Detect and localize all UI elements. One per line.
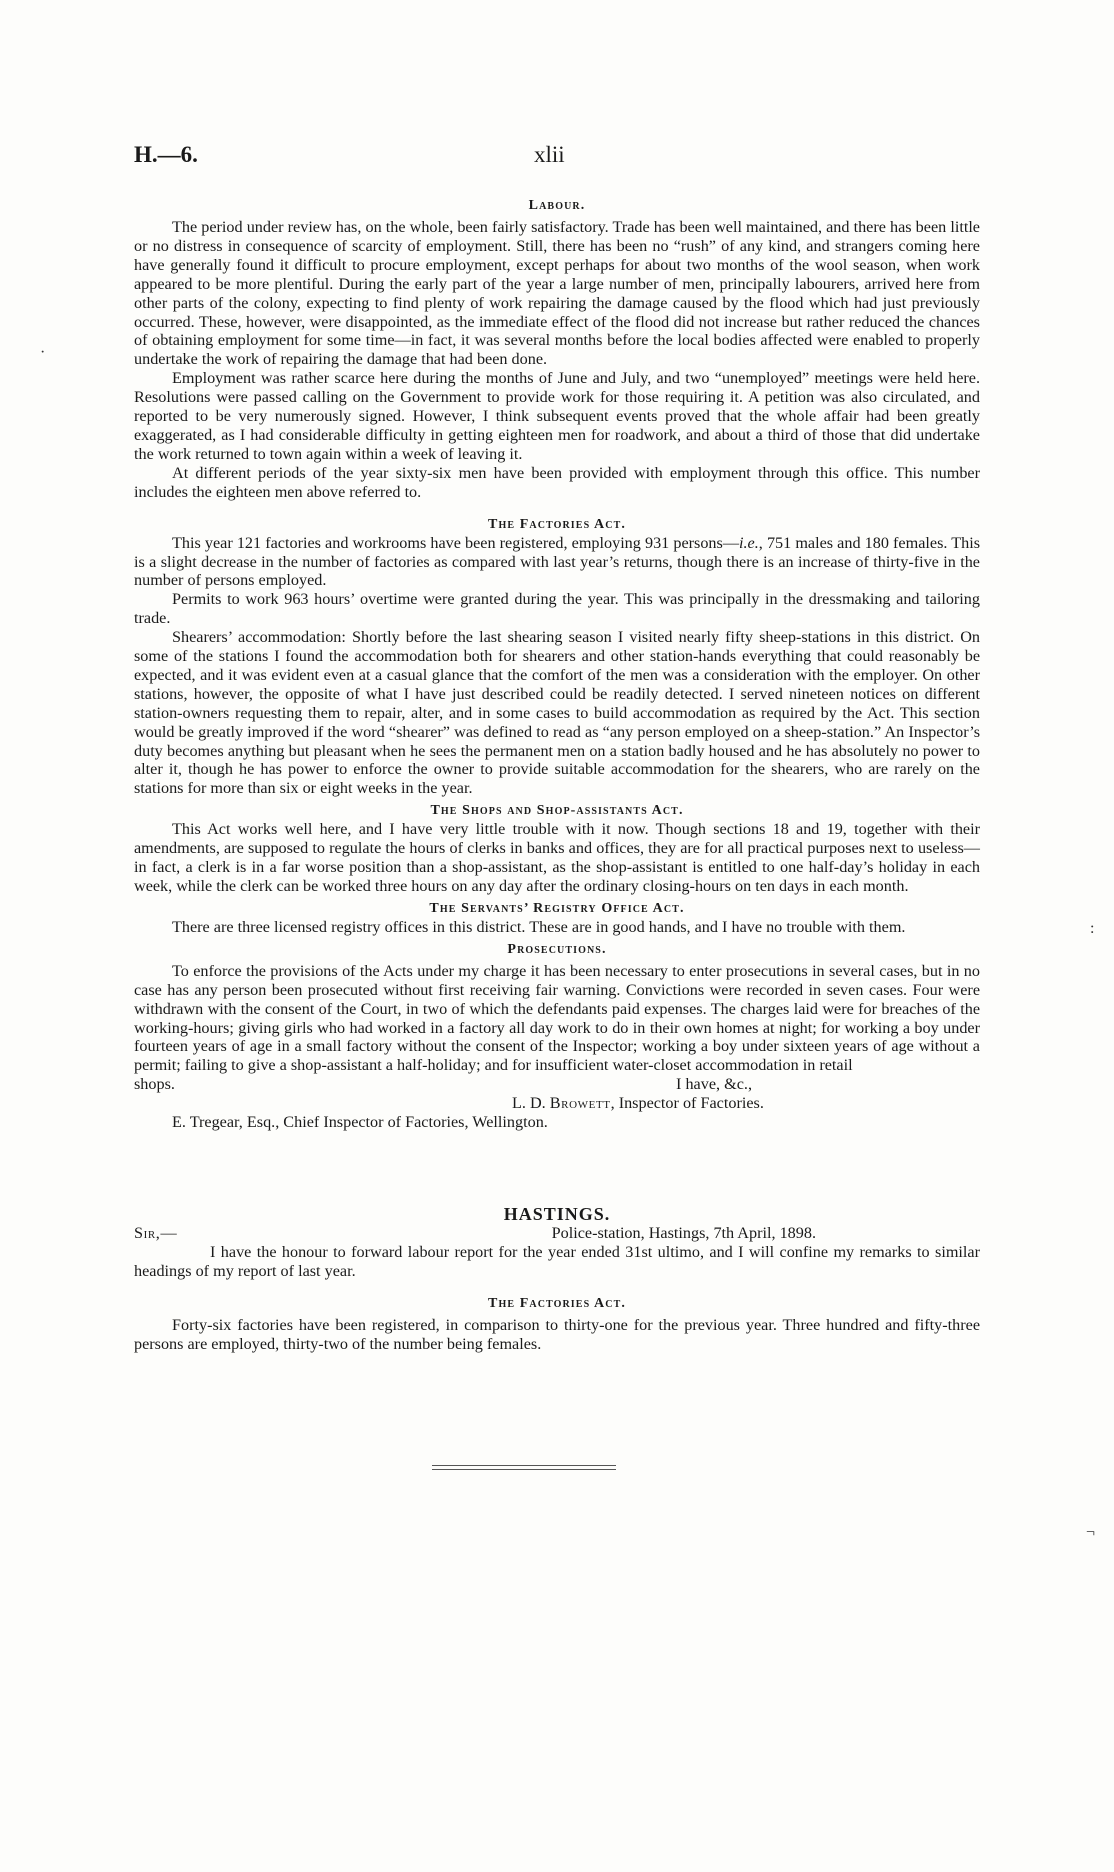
paragraph: At different periods of the year sixty-six men have been provided with employment through this office. This number includes the eighteen men above referred to. [134,463,980,501]
document-body [134,196,980,1354]
section-heading-factories-act: The Factories Act. [488,1295,626,1311]
dateline: Police-station, Hastings, 7th April, 1898. [551,1223,816,1242]
margin-dot: · [40,344,46,361]
paragraph: Forty-six factories have been registered, in comparison to thirty-one for the previous year. Three hundred and fifty-three persons are employed, thirty-two of the number being females. [134,1315,980,1353]
letter-header-row [134,1224,980,1243]
salutation: Sir,— [134,1223,178,1242]
closing-row [134,1075,980,1094]
parliamentary-paper-reference: H.—6. [134,142,198,167]
section-divider-rule [432,1465,616,1470]
section-heading-labour: Labour. [528,198,586,213]
closing-salutation: I have, &c., [676,1075,752,1094]
paragraph-last-line: shops. [134,1075,175,1094]
section-heading-shops-act: The Shops and Shop-assistants Act. [430,803,684,819]
addressee: E. Tregear, Esq., Chief Inspector of Factories, Wellington. [172,1113,548,1132]
paragraph: Shearers’ accommodation: Shortly before the last shearing season I visited nearly fifty sheep-stations in this district. On some of the stations I found the accommodation both for shearers and other station-hands everything that could reasonably be expected, and it was evident even at a casual glance that the comfort of the men was a consideration with the employer. On other stations, however, the opposite of what I have just described could be readily detected. I served nineteen notices on different station-owners requesting them to repair, alter, and in some cases to build accommodation as required by the Act. This section would be greatly improved if the word “shearer” was defined to read as “any person employed on a sheep-station.” An Inspector’s duty becomes anything but pleasant when he sees the permanent men on a station badly housed and he has absolutely no power to alter it, though he has power to enforce the owner to provide suitable accommodation for the shearers, who are rarely on the stations for more than six or eight weeks in the year. [134,628,980,798]
paragraph: To enforce the provisions of the Acts under my charge it has been necessary to enter prosecutions in several cases, but in no case has any person been prosecuted without first receiving fair warning. Convictions were recorded in seven cases. Four were withdrawn with the consent of the Court, in two of which the defendants paid expenses. The charges laid were for breaches of the working-hours; giving girls who had worked in a factory all day work to do in their own homes at night; for working a boy under fourteen years of age in a small factory without the consent of the Inspector; working a boy under sixteen years of age without a permit; failing to give a shop-assistant a half-holiday; and for insufficient water-closet accommodation in retail [134,961,980,1075]
paragraph: Permits to work 963 hours’ overtime were granted during the year. This was principally in the dressmaking and tailoring trade. [134,590,980,628]
paragraph: I have the honour to forward labour report for the year ended 31st ultimo, and I will confine my remarks to similar headings of my report of last year. [134,1242,980,1280]
section-heading-factories-act: The Factories Act. [488,516,626,532]
paragraph: This Act works well here, and I have very little trouble with it now. Though sections 18 and 19, together with their amendments, are supposed to regulate the hours of clerks in banks and offices, they are for all practical purposes next to useless—in fact, a clerk is in a far worse position than a shop-assistant, as the shop-assistant is entitled to one half-day’s holiday in each week, while the clerk can be worked three hours on any day after the ordinary closing-hours on ten days in each month. [134,820,980,895]
paragraph: There are three licensed registry offices in this district. These are in good hands, and I have no trouble with them. [172,917,906,936]
section-heading-servants-registry-act: The Servants’ Registry Office Act. [429,900,685,916]
section-heading-prosecutions: Prosecutions. [507,941,607,957]
page-number: xlii [534,142,565,167]
paragraph: Employment was rather scarce here during the months of June and July, and two “unemployed” meetings were held here. Resolutions were passed calling on the Government to provide work for those requiring it. A petition was also circulated, and reported to be very numerously signed. However, I think subsequent events proved that the whole affair had been greatly exaggerated, as I had considerable difficulty in getting eighteen men for roadwork, and about a third of those that did undertake the work returned to town again within a week of leaving it. [134,369,980,463]
margin-scan-mark: ¬ [1086,1524,1096,1541]
margin-scan-mark: : [1090,920,1095,937]
paragraph: The period under review has, on the whole, been fairly satisfactory. Trade has been well maintained, and there has been little or no distress in consequence of scarcity of employment. Still, there has been no “rush” of any kind, and strangers coming here have generally found it difficult to procure employment, except perhaps for about two months of the wool season, when work appeared to be more plentiful. During the early part of the year a large number of men, principally labourers, arrived here from other parts of the colony, expecting to find plenty of work repairing the damage caused by the flood which had just previously occurred. These, however, were disappointed, as the immediate effect of the flood did not increase but rather reduced the chances of obtaining employment for some time—in fact, it was several months before the local bodies affected were enabled to properly undertake the work of repairing the damage that had been done. [134,218,980,369]
signature-block: L. D. Browett, Inspector of Factories. [512,1094,764,1113]
paragraph: This year 121 factories and workrooms have been registered, employing 931 persons—i.e., 751 males and 180 females. This is a slight decrease in the number of factories as compared with last year’s returns, though there is an increase of thirty-five in the number of persons employed. [134,533,981,590]
section-title-hastings: HASTINGS. [503,1203,611,1224]
